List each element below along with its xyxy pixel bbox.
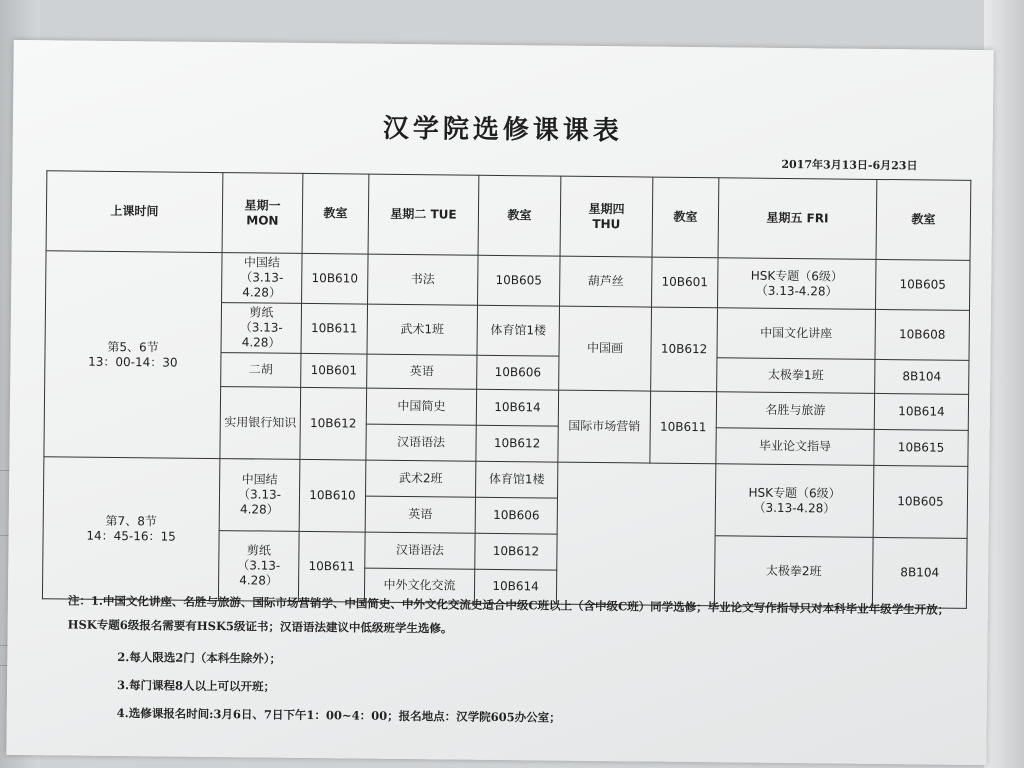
room-cell: 8B104 bbox=[875, 359, 969, 394]
room-cell: 10B610 bbox=[299, 459, 366, 532]
course-cell: 武术1班 bbox=[367, 304, 478, 355]
course-cell: HSK专题（6级） （3.13-4.28） bbox=[715, 464, 874, 538]
header-time: 上课时间 bbox=[46, 171, 223, 253]
room-cell: 10B605 bbox=[875, 259, 970, 310]
room-cell: 10B611 bbox=[650, 391, 717, 464]
room-cell: 10B615 bbox=[874, 429, 968, 466]
course-cell: 中外文化交流 bbox=[364, 568, 474, 603]
room-cell: 10B614 bbox=[874, 393, 968, 430]
room-cell: 10B614 bbox=[476, 389, 558, 426]
header-room: 教室 bbox=[652, 177, 719, 258]
date-range: 2017年3月13日-6月23日 bbox=[781, 157, 918, 173]
course-cell: 中国结 （3.13-4.28） bbox=[222, 253, 303, 304]
course-cell: 二胡 bbox=[221, 353, 301, 388]
course-cell: 中国文化讲座 bbox=[717, 308, 876, 360]
room-cell: 10B611 bbox=[298, 531, 365, 602]
header-room: 教室 bbox=[302, 173, 369, 254]
course-cell: 国际市场营销 bbox=[558, 390, 651, 463]
course-cell: 剪纸 （3.13-4.28） bbox=[218, 531, 299, 602]
header-row bbox=[46, 171, 971, 261]
header-monday: 星期一 MON bbox=[222, 173, 303, 254]
course-cell: 太极拳2班 bbox=[714, 536, 873, 608]
course-cell: 中国画 bbox=[559, 306, 652, 391]
course-cell: 英语 bbox=[367, 354, 477, 389]
schedule-sheet bbox=[6, 40, 993, 765]
course-cell: 名胜与旅游 bbox=[716, 392, 874, 430]
header-friday: 星期五 FRI bbox=[718, 178, 877, 260]
page-title: 汉学院选修课课表 bbox=[382, 113, 624, 147]
course-cell: 太极拳1班 bbox=[717, 358, 875, 394]
note-2: 2.每人限选2门（本科生除外）； bbox=[117, 650, 282, 666]
room-cell: 体育馆1楼 bbox=[477, 305, 560, 356]
course-cell: 剪纸 （3.13-4.28） bbox=[221, 303, 302, 354]
room-cell: 10B612 bbox=[300, 387, 367, 460]
room-cell: 10B608 bbox=[875, 309, 970, 360]
room-cell: 10B614 bbox=[474, 569, 556, 604]
room-cell: 10B612 bbox=[476, 425, 558, 462]
room-cell: 10B606 bbox=[477, 355, 559, 390]
header-tuesday: 星期二 TUE bbox=[368, 174, 479, 255]
header-room: 教室 bbox=[478, 175, 561, 256]
room-cell: 10B612 bbox=[475, 533, 557, 570]
room-cell: 10B605 bbox=[873, 465, 968, 538]
course-cell: 毕业论文指导 bbox=[716, 428, 874, 466]
header-thursday: 星期四 THU bbox=[560, 176, 653, 257]
course-cell: 中国结 （3.13-4.28） bbox=[219, 459, 300, 532]
header-room: 教室 bbox=[876, 179, 971, 260]
room-cell: 10B610 bbox=[302, 253, 369, 304]
course-cell: 英语 bbox=[365, 496, 475, 533]
notes-section bbox=[67, 588, 958, 729]
course-cell: 汉语语法 bbox=[366, 424, 476, 461]
note-3: 3.每门课程8人以上可以开班； bbox=[116, 678, 276, 694]
room-cell: 体育馆1楼 bbox=[476, 461, 558, 498]
period-5-6: 第5、6节 13：00-14：30 bbox=[44, 251, 222, 459]
course-cell: 中国简史 bbox=[366, 388, 476, 425]
room-cell: 10B601 bbox=[652, 257, 719, 308]
empty-cell bbox=[556, 462, 715, 606]
room-cell: 8B104 bbox=[872, 537, 967, 608]
course-cell: 葫芦丝 bbox=[560, 256, 653, 307]
note-1: 注：1.中国文化讲座、名胜与旅游、国际市场营销学、中国简史、中外文化交流史适合中级C班以上（含中级C班）同学选修；毕业论文写作指导只对本科毕业年级学生开放；HSK专题6级报名需要有HSK5级证书；汉语语法建议中低级班学生选修。 bbox=[67, 593, 950, 636]
room-cell: 10B611 bbox=[301, 303, 368, 354]
course-cell: 实用银行知识 bbox=[220, 387, 301, 460]
course-cell: 书法 bbox=[368, 254, 479, 305]
course-cell: 武术2班 bbox=[366, 460, 476, 497]
note-4: 4.选修课报名时间:3月6日、7日下午1：00~4：00；报名地点：汉学院605办公室； bbox=[116, 706, 561, 725]
room-cell: 10B606 bbox=[475, 497, 557, 534]
room-cell: 10B601 bbox=[301, 353, 367, 388]
course-cell: 汉语语法 bbox=[365, 532, 475, 569]
table-row bbox=[46, 251, 970, 311]
period-7-8: 第7、8节 14：45-16：15 bbox=[42, 457, 219, 601]
room-cell: 10B612 bbox=[651, 307, 718, 392]
course-cell: HSK专题（6级） （3.13-4.28） bbox=[718, 258, 877, 310]
room-cell: 10B605 bbox=[478, 255, 561, 306]
schedule-table bbox=[42, 170, 971, 609]
